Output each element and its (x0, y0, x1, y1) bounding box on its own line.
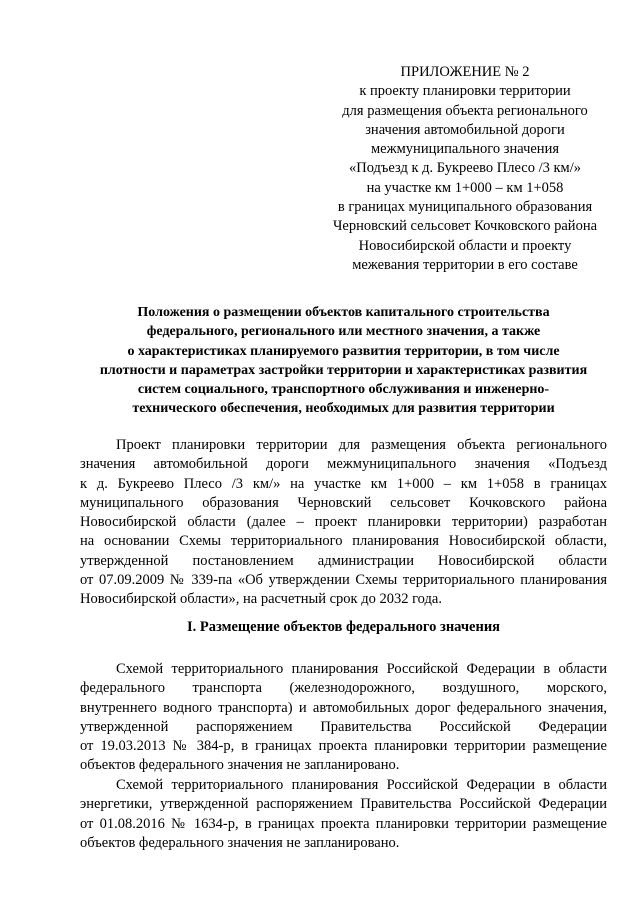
heading-line: федерального, регионального или местного значения, а также (146, 324, 541, 340)
appendix-line: Черновский сельсовет Кочковского района (332, 218, 598, 235)
paragraph-line: утвержденной постановлением администрации Новосибирской области (80, 552, 607, 569)
appendix-line: к проекту планировки территории (359, 83, 571, 100)
paragraph-line: утвержденной распоряжением Правительства Российской Федерации (80, 718, 607, 735)
appendix-block (312, 63, 618, 275)
appendix-line: Новосибирской области и проекту (358, 237, 572, 254)
document-heading (80, 303, 607, 419)
paragraph-line: внутреннего водного транспорта) и автомобильных дорог федерального значения, (80, 699, 607, 716)
paragraph-line: от 19.03.2013 № 384-р, в границах проекта планировки территории размещение (80, 738, 607, 755)
heading-line: о характеристиках планируемого развития территории, в том числе (127, 343, 560, 359)
section1-paragraph-2 (80, 776, 607, 853)
paragraph-line: объектов федерального значения не запланировано. (80, 834, 400, 851)
heading-line: систем социального, транспортного обслуживания и инженерно- (137, 382, 550, 398)
heading-line: плотности и параметрах застройки территории и характеристиках развития (99, 362, 588, 378)
heading-line: Положения о размещении объектов капитального строительства (137, 305, 550, 320)
appendix-line: значения автомобильной дороги (365, 121, 565, 138)
appendix-line: межевания территории в его составе (352, 256, 578, 273)
paragraph-line: федерального транспорта (железнодорожного, воздушного, морского, (80, 680, 607, 697)
paragraph-line: на основании Схемы территориального планирования Новосибирской области, (80, 533, 607, 550)
paragraph-line: Проект планировки территории для размещения объекта регионального (116, 437, 607, 453)
heading-line: технического обеспечения, необходимых для развития территории (132, 401, 555, 417)
paragraph-line: Новосибирской области (далее – проект планировки территории) разработан (80, 514, 607, 531)
appendix-line: на участке км 1+000 – км 1+058 (366, 179, 564, 196)
appendix-line: в границах муниципального образования (337, 199, 593, 216)
intro-paragraph (80, 436, 607, 610)
appendix-line: для размещения объекта регионального (342, 102, 588, 119)
paragraph-line: объектов федерального значения не запланировано. (80, 757, 400, 774)
appendix-title: ПРИЛОЖЕНИЕ № 2 (400, 64, 530, 80)
appendix-line: межмуниципального значения (371, 141, 559, 158)
paragraph-line: от 01.08.2016 № 1634-р, в границах проекта планировки территории размещение (80, 815, 607, 832)
paragraph-line: от 07.09.2009 № 339-па «Об утверждении Схемы территориального планирования (80, 572, 607, 589)
paragraph-line: значения автомобильной дороги межмуниципального значения «Подъезд (80, 456, 607, 473)
paragraph-line: к д. Букреево Плесо /3 км/» на участке км 1+000 – км 1+058 в границах (80, 475, 607, 492)
paragraph-line: Схемой территориального планирования Российской Федерации в области (116, 777, 607, 793)
paragraph-line: муниципального образования Черновский сельсовет Кочковского района (80, 494, 607, 511)
paragraph-line: энергетики, утвержденной распоряжением Правительства Российской Федерации (80, 796, 607, 813)
section-title: I. Размещение объектов федерального значения (186, 619, 501, 635)
appendix-line: «Подъезд к д. Букреево Плесо /3 км/» (348, 160, 582, 177)
paragraph-line: Схемой территориального планирования Российской Федерации в области (116, 661, 607, 677)
section1-paragraph-1 (80, 660, 607, 776)
paragraph-line: Новосибирской области», на расчетный срок до 2032 года. (80, 591, 442, 608)
